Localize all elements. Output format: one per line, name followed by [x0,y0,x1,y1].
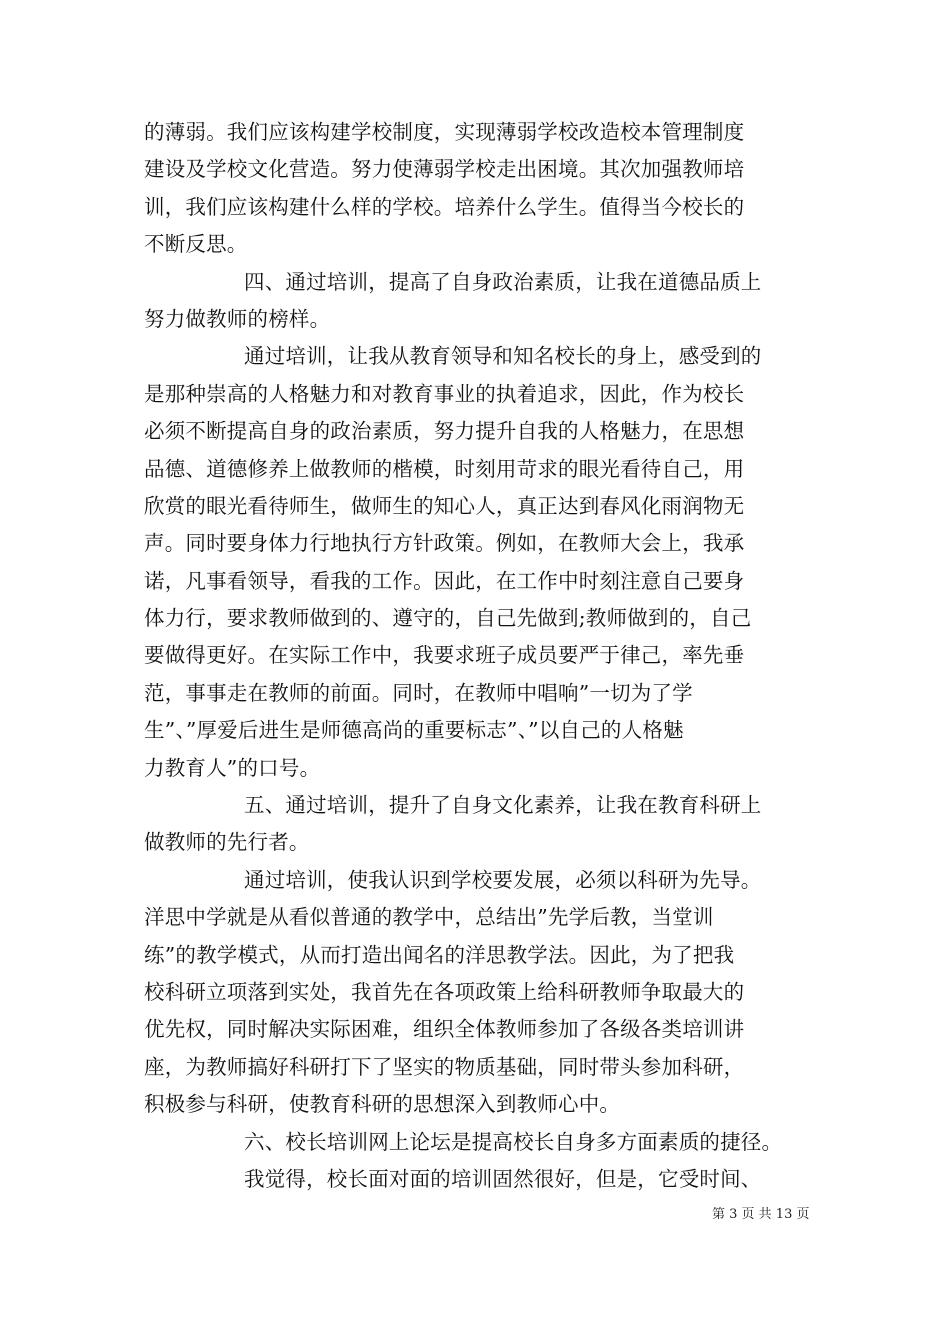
text-line: 生”、”厚爱后进生是师德高尚的重要标志”、”以自己的人格魅 [144,718,684,743]
text-line: 不断反思。 [144,232,248,257]
text-line: 做教师的先行者。 [144,830,310,855]
text-line: 训，我们应该构建什么样的学校。培养什么学生。值得当今校长的 [144,194,745,219]
text-line: 要做得更好。在实际工作中，我要求班子成员要严于律己，率先垂 [144,643,745,668]
text-line: 积极参与科研，使教育科研的思想深入到教师心中。 [144,1092,621,1117]
text-line: 优先权，同时解决实际困难，组织全体教师参加了各级各类培训讲 [144,1017,745,1042]
text-line: 校科研立项落到实处，我首先在各项政策上给科研教师争取最大的 [144,979,745,1004]
text-line: 必须不断提高自身的政治素质，努力提升自我的人格魅力，在思想 [144,419,745,444]
section-heading-six: 六、校长培训网上论坛是提高校长自身多方面素质的捷径。 [244,1129,783,1154]
text-line: 欣赏的眼光看待师生，做师生的知心人，真正达到春风化雨润物无 [144,493,745,518]
text-line: 诺，凡事看领导，看我的工作。因此，在工作中时刻注意自己要身 [144,568,745,593]
text-line: 力教育人”的口号。 [144,755,321,780]
page-number-footer: 第 3 页 共 13 页 [712,1207,810,1222]
text-line: 建设及学校文化营造。努力使薄弱学校走出困境。其次加强教师培 [144,157,745,182]
text-line: 努力做教师的榜样。 [144,306,331,331]
paragraph-start: 通过培训，使我认识到学校要发展，必须以科研为先导。 [244,867,762,892]
text-line: 范，事事走在教师的前面。同时，在教师中唱响”一切为了学 [144,680,693,705]
text-line: 练”的教学模式，从而打造出闻名的洋思教学法。因此，为了把我 [144,942,735,967]
paragraph-start: 我觉得，校长面对面的培训固然很好，但是，它受时间、 [244,1166,762,1191]
section-heading-four: 四、通过培训，提高了自身政治素质，让我在道德品质上 [244,269,762,294]
text-line: 的薄弱。我们应该构建学校制度，实现薄弱学校改造校本管理制度 [144,120,745,144]
text-line: 体力行，要求教师做到的、遵守的，自己先做到;教师做到的，自己 [144,606,752,631]
body-text [144,114,814,1198]
text-line: 是那种崇高的人格魅力和对教育事业的执着追求，因此，作为校长 [144,381,745,406]
text-line: 声。同时要身体力行地执行方针政策。例如，在教师大会上，我承 [144,531,745,556]
section-heading-five: 五、通过培训，提升了自身文化素养，让我在教育科研上 [244,793,762,818]
text-line: 座，为教师搞好科研打下了坚实的物质基础，同时带头参加科研， [144,1054,745,1079]
text-line: 洋思中学就是从看似普通的教学中，总结出”先学后教，当堂训 [144,905,714,930]
text-line: 品德、道德修养上做教师的楷模，时刻用苛求的眼光看待自己，用 [144,456,745,481]
paragraph-start: 通过培训，让我从教育领导和知名校长的身上，感受到的 [244,344,762,369]
